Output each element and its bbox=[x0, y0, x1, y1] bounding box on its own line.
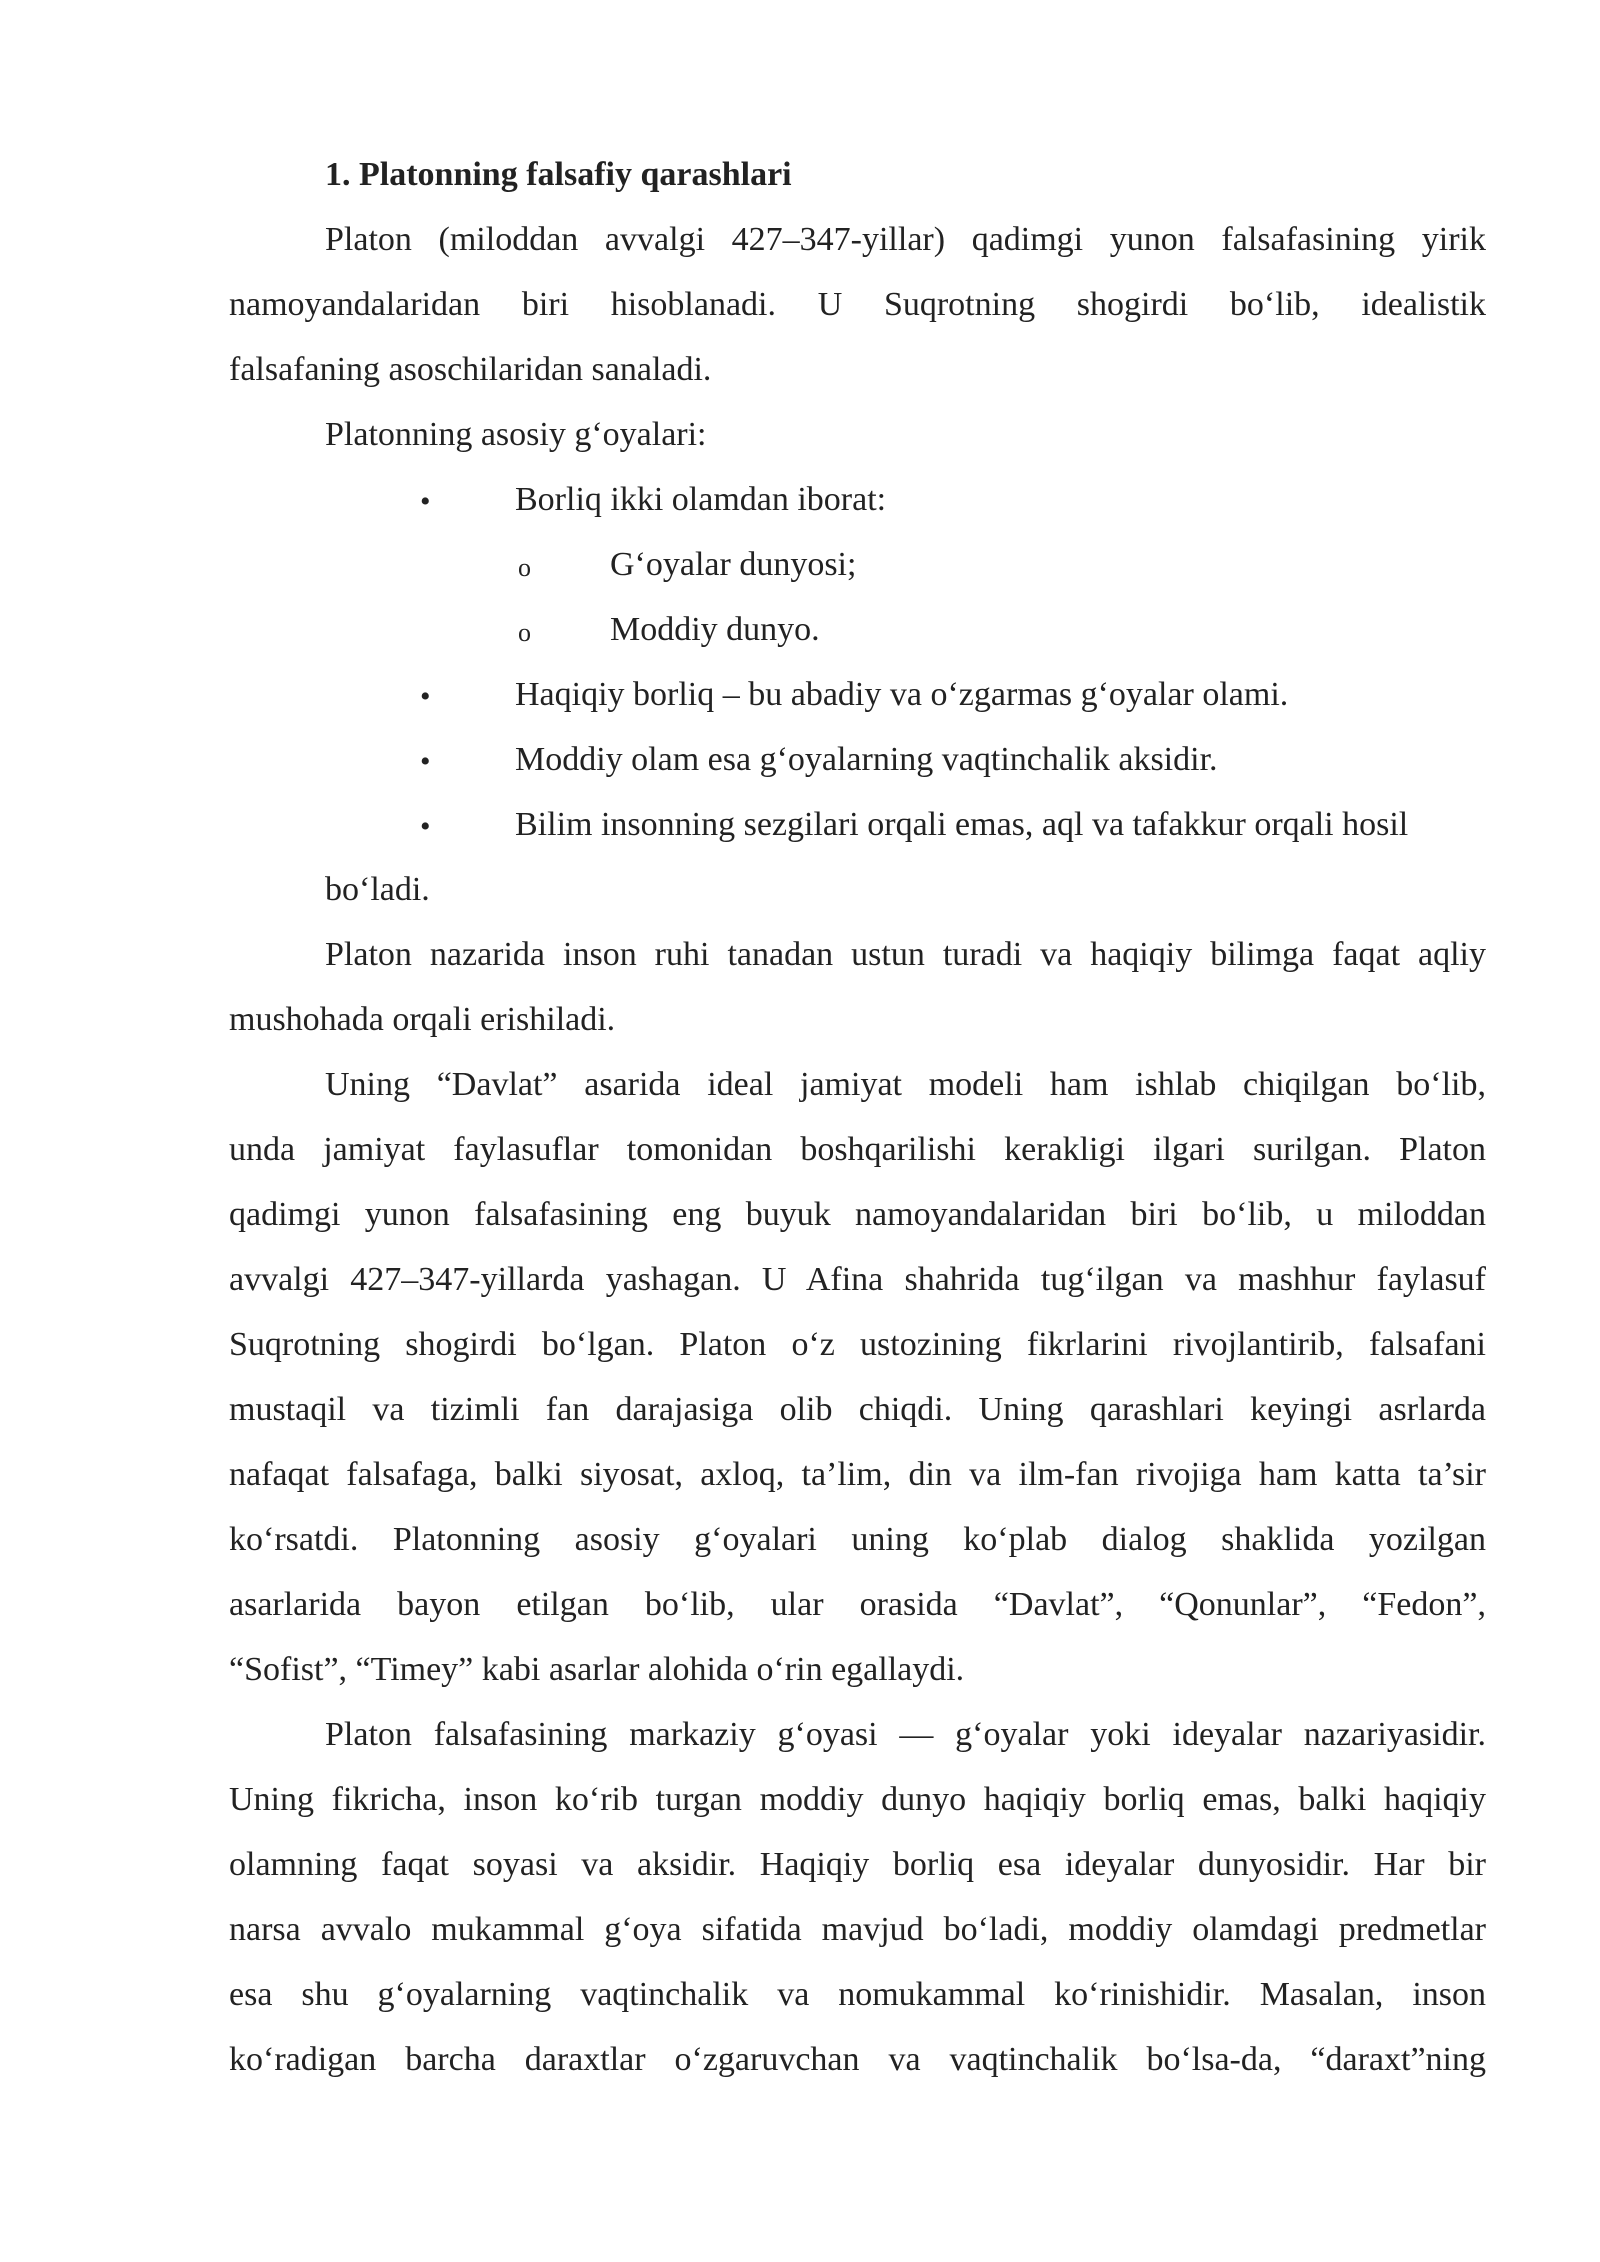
intro-line: falsafaning asoschilaridan sanaladi. bbox=[229, 351, 712, 388]
ideas-list-title: Platonning asosiy g‘oyalari: bbox=[325, 416, 707, 453]
ideas-paragraph-line: narsa avvalo mukammal g‘oya sifatida mavjud bo‘ladi, moddiy olamdagi predmetlar bbox=[229, 1911, 1486, 1948]
bullet-marker: • bbox=[420, 485, 431, 518]
intro-line: Platon (miloddan avvalgi 427–347-yillar) qadimgi yunon falsafasining yirik bbox=[325, 221, 1486, 258]
soul-paragraph-line: mushohada orqali erishiladi. bbox=[229, 1001, 616, 1038]
state-paragraph-line: “Sofist”, “Timey” kabi asarlar alohida o‘rin egallaydi. bbox=[229, 1651, 965, 1688]
ideas-paragraph-line: olamning faqat soyasi va aksidir. Haqiqiy borliq esa ideyalar dunyosidir. Har bir bbox=[229, 1846, 1486, 1883]
bullet-item: Bilim insonning sezgilari orqali emas, aql va tafakkur orqali hosil bbox=[515, 806, 1409, 843]
state-paragraph-line: avvalgi 427–347-yillarda yashagan. U Afina shahrida tug‘ilgan va mashhur faylasuf bbox=[229, 1261, 1486, 1298]
ideas-paragraph-line: esa shu g‘oyalarning vaqtinchalik va nomukammal ko‘rinishidir. Masalan, inson bbox=[229, 1976, 1486, 2013]
ideas-paragraph-line: Uning fikricha, inson ko‘rib turgan moddiy dunyo haqiqiy borliq emas, balki haqiqiy bbox=[229, 1781, 1486, 1818]
state-paragraph-line: Uning “Davlat” asarida ideal jamiyat modeli ham ishlab chiqilgan bo‘lib, bbox=[325, 1066, 1486, 1103]
intro-line: namoyandalaridan biri hisoblanadi. U Suqrotning shogirdi bo‘lib, idealistik bbox=[229, 286, 1486, 323]
sub-bullet-item: G‘oyalar dunyosi; bbox=[610, 546, 857, 583]
state-paragraph-line: asarlarida bayon etilgan bo‘lib, ular orasida “Davlat”, “Qonunlar”, “Fedon”, bbox=[229, 1586, 1486, 1623]
state-paragraph-line: ko‘rsatdi. Platonning asosiy g‘oyalari uning ko‘plab dialog shaklida yozilgan bbox=[229, 1521, 1486, 1558]
bullet-marker: • bbox=[420, 745, 431, 778]
state-paragraph-line: mustaqil va tizimli fan darajasiga olib chiqdi. Uning qarashlari keyingi asrlarda bbox=[229, 1391, 1486, 1428]
ideas-paragraph-line: ko‘radigan barcha daraxtlar o‘zgaruvchan va vaqtinchalik bo‘lsa-da, “daraxt”ning bbox=[229, 2041, 1486, 2078]
soul-paragraph-line: Platon nazarida inson ruhi tanadan ustun turadi va haqiqiy bilimga faqat aqliy bbox=[325, 936, 1486, 973]
bullet-item: Haqiqiy borliq – bu abadiy va o‘zgarmas g‘oyalar olami. bbox=[515, 676, 1289, 713]
state-paragraph-line: Suqrotning shogirdi bo‘lgan. Platon o‘z ustozining fikrlarini rivojlantirib, falsafani bbox=[229, 1326, 1486, 1363]
sub-bullet-marker: o bbox=[518, 553, 531, 582]
ideas-paragraph-line: Platon falsafasining markaziy g‘oyasi — g‘oyalar yoki ideyalar nazariyasidir. bbox=[325, 1716, 1486, 1753]
bullet-marker: • bbox=[420, 810, 431, 843]
bullet-item: Borliq ikki olamdan iborat: bbox=[515, 481, 887, 518]
sub-bullet-marker: o bbox=[518, 618, 531, 647]
bullet-marker: • bbox=[420, 680, 431, 713]
section-heading: 1. Platonning falsafiy qarashlari bbox=[325, 156, 792, 193]
state-paragraph-line: nafaqat falsafaga, balki siyosat, axloq, ta’lim, din va ilm-fan rivojiga ham katta ta’sir bbox=[229, 1456, 1486, 1493]
state-paragraph-line: unda jamiyat faylasuflar tomonidan boshqarilishi kerakligi ilgari surilgan. Platon bbox=[229, 1131, 1486, 1168]
state-paragraph-line: qadimgi yunon falsafasining eng buyuk namoyandalaridan biri bo‘lib, u miloddan bbox=[229, 1196, 1486, 1233]
bullet-item: Moddiy olam esa g‘oyalarning vaqtinchalik aksidir. bbox=[515, 741, 1218, 778]
bullet-continuation: bo‘ladi. bbox=[325, 871, 430, 908]
sub-bullet-item: Moddiy dunyo. bbox=[610, 611, 820, 648]
